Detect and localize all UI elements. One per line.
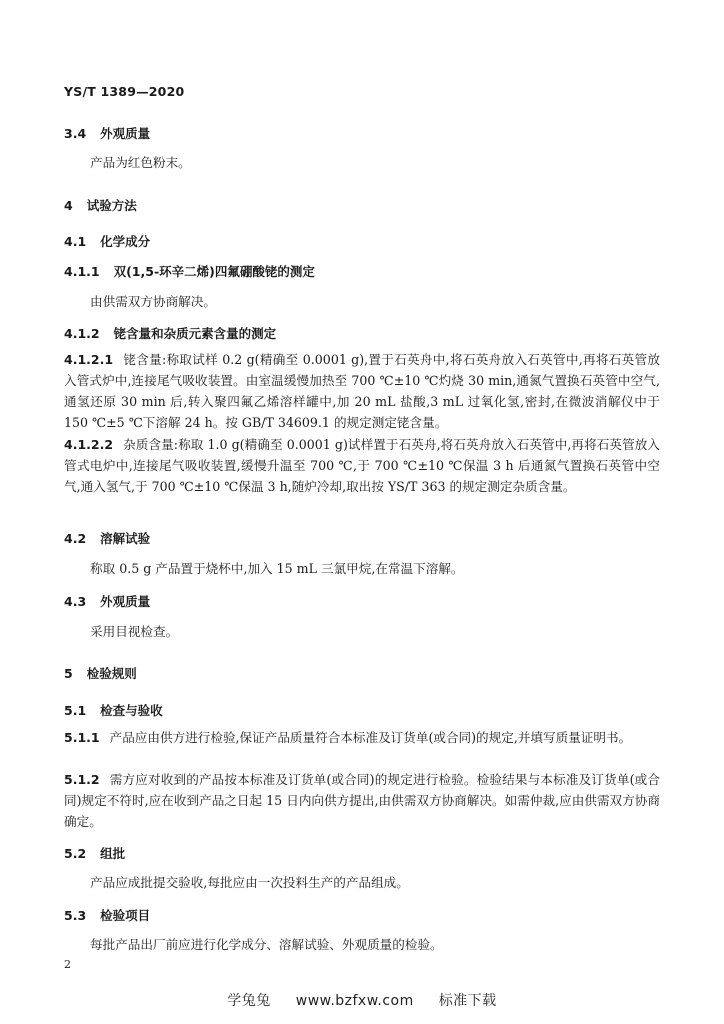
heading-4-3	[64, 594, 660, 610]
paragraph-4-3: 采用目视检查。	[90, 624, 179, 639]
paragraph-5-1-1	[64, 727, 660, 748]
footer-url[interactable]: www.bzfxw.com	[295, 993, 414, 1009]
paragraph-5-3: 每批产品出厂前应进行化学成分、溶解试验、外观质量的检验。	[90, 937, 443, 952]
section-title: 外观质量	[100, 594, 151, 609]
section-title: 双(1,5-环辛二烯)四氟硼酸铑的测定	[113, 264, 315, 279]
clause-text: 产品应由供方进行检验,保证产品质量符合本标准及订货单(或合同)的规定,并填写质量证明书。	[109, 730, 632, 745]
clause-number: 4.1.2.2	[64, 437, 114, 452]
footer-site-name: 学兔兔	[227, 993, 271, 1009]
section-number: 4.1.2	[64, 326, 100, 341]
section-number: 5.1	[64, 703, 87, 718]
paragraph-5-2: 产品应成批提交验收,每批应由一次投料生产的产品组成。	[90, 875, 409, 890]
heading-4-1	[64, 234, 660, 250]
section-title: 检验规则	[86, 666, 137, 681]
section-number: 3.4	[64, 126, 87, 141]
section-title: 铑含量和杂质元素含量的测定	[113, 326, 277, 341]
heading-4-2	[64, 531, 660, 547]
paragraph-4-1-2-1	[64, 349, 660, 433]
section-number: 4.3	[64, 594, 87, 609]
section-number: 4.1.1	[64, 264, 100, 279]
heading-4-1-1	[64, 264, 660, 280]
footer-tagline: 标准下载	[438, 993, 497, 1009]
paragraph-4-1-2-2	[64, 434, 660, 497]
heading-3-4	[64, 126, 660, 142]
document-code: YS/T 1389—2020	[64, 84, 185, 99]
paragraph-4-2: 称取 0.5 g 产品置于烧杯中,加入 15 mL 三氯甲烷,在常温下溶解。	[90, 561, 464, 576]
footer-watermark	[0, 990, 724, 1010]
section-number: 4.2	[64, 531, 87, 546]
clause-text: 需方应对收到的产品按本标准及订货单(或合同)的规定进行检验。检验结果与本标准及订货单(或合同)规定不符时,应在收到产品之日起 15 日内向供方提出,由供需双方协商解决。如需仲裁,应由供需双方协商确定。	[64, 772, 660, 829]
section-number: 5.2	[64, 846, 87, 861]
clause-number: 5.1.2	[64, 772, 100, 787]
section-title: 外观质量	[100, 126, 151, 141]
section-title: 检验项目	[100, 908, 151, 923]
heading-5	[64, 666, 660, 682]
clause-text: 铑含量:称取试样 0.2 g(精确至 0.0001 g),置于石英舟中,将石英舟放入石英管中,再将石英管放入管式炉中,连接尾气吸收装置。由室温缓慢加热至 700 ℃±10 ℃灼烧 30 min,通氮气置换石英管中空气,通氢还原 30 min 后,转入聚四氟乙烯溶样罐中,加 20 mL 盐酸,3 mL 过氧化氢,密封,在微波消解仪中于 150 ℃±5 ℃下溶解 24 h。按 GB/T 34609.1 的规定测定铑含量。	[64, 352, 660, 430]
paragraph-3-4: 产品为红色粉末。	[90, 155, 191, 170]
heading-4-1-2	[64, 326, 660, 342]
page-number: 2	[64, 958, 71, 971]
heading-5-3	[64, 908, 660, 924]
clause-number: 4.1.2.1	[64, 352, 114, 367]
section-number: 4	[64, 198, 73, 213]
section-title: 化学成分	[100, 234, 151, 249]
section-number: 5.3	[64, 908, 87, 923]
section-title: 检查与验收	[100, 703, 163, 718]
clause-number: 5.1.1	[64, 730, 100, 745]
section-title: 组批	[100, 846, 126, 861]
section-number: 4.1	[64, 234, 87, 249]
paragraph-5-1-2	[64, 769, 660, 832]
section-number: 5	[64, 666, 73, 681]
section-title: 溶解试验	[100, 531, 151, 546]
section-title: 试验方法	[86, 198, 137, 213]
heading-5-1	[64, 703, 660, 719]
clause-text: 杂质含量:称取 1.0 g(精确至 0.0001 g)试样置于石英舟,将石英舟放入石英管中,再将石英管放入管式电炉中,连接尾气吸收装置,缓慢升温至 700 ℃,于 700 ℃±10 ℃保温 3 h 后通氮气置换石英管中空气,通入氢气,于 700 ℃±10 ℃保温 3 h,随炉冷却,取出按 YS/T 363 的规定测定杂质含量。	[64, 437, 660, 494]
heading-5-2	[64, 846, 660, 862]
paragraph-4-1-1: 由供需双方协商解决。	[90, 294, 216, 309]
heading-4	[64, 198, 660, 214]
